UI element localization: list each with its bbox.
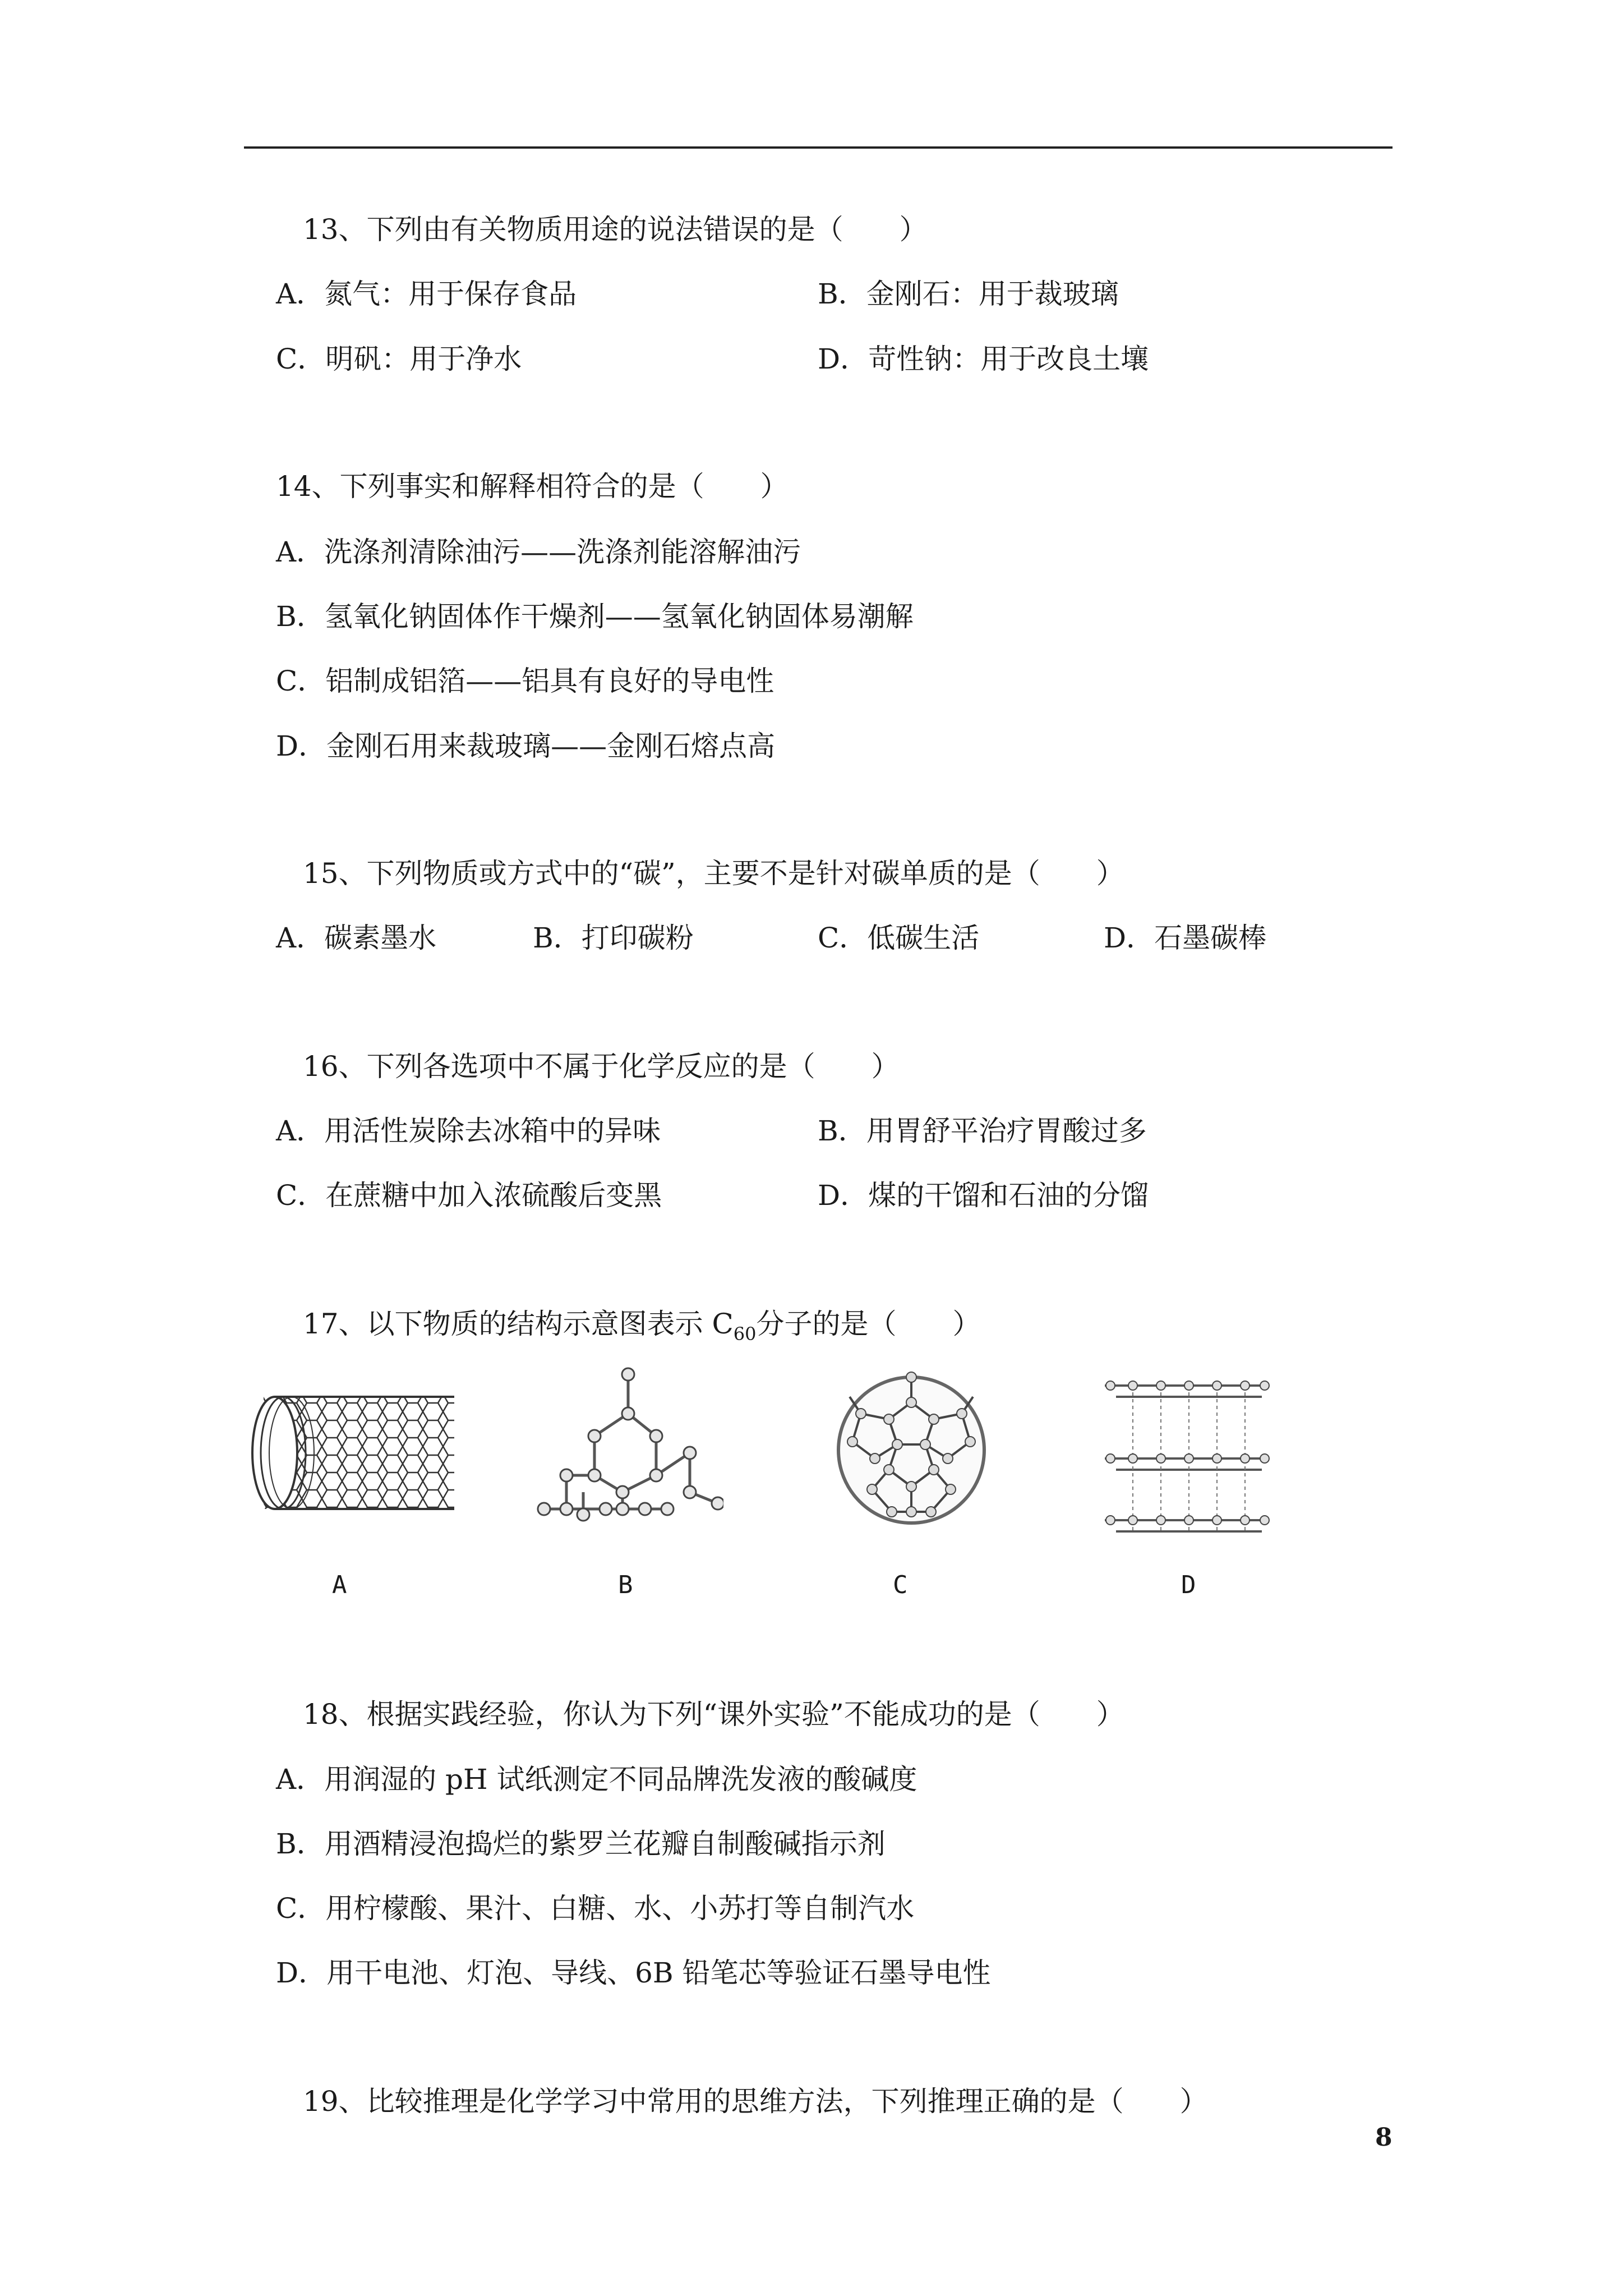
q13-option-a: A．氮气：用于保存食品 bbox=[276, 278, 577, 310]
q14-stem: 14、下列事实和解释相符合的是（ ） bbox=[276, 470, 789, 503]
q13-option-d: D．苛性钠：用于改良土壤 bbox=[818, 343, 1149, 375]
q14-option-d: D．金刚石用来裁玻璃——金刚石熔点高 bbox=[276, 730, 776, 762]
figure-label-d: D bbox=[1181, 1571, 1196, 1599]
q16-option-b: B．用胃舒平治疗胃酸过多 bbox=[818, 1115, 1147, 1147]
q16-option-c: C．在蔗糖中加入浓硫酸后变黑 bbox=[276, 1179, 662, 1212]
q18-option-c: C．用柠檬酸、果汁、白糖、水、小苏打等自制汽水 bbox=[276, 1892, 915, 1925]
q17-stem-subscript: 60 bbox=[733, 1323, 757, 1345]
header-rule bbox=[244, 146, 1393, 149]
q14-option-b: B．氢氧化钠固体作干燥剂——氢氧化钠固体易潮解 bbox=[276, 600, 914, 633]
figure-label-a: A bbox=[332, 1571, 347, 1599]
q18-option-a: A．用润湿的 pH 试纸测定不同品牌洗发液的酸碱度 bbox=[276, 1763, 917, 1796]
q15-option-a: A．碳素墨水 bbox=[276, 922, 437, 954]
q15-option-b: B．打印碳粉 bbox=[533, 922, 694, 954]
q17-stem bbox=[303, 1307, 981, 1344]
q14-option-c: C．铝制成铝箔——铝具有良好的导电性 bbox=[276, 665, 774, 697]
q16-option-a: A．用活性炭除去冰箱中的异味 bbox=[276, 1115, 661, 1147]
q14-option-a: A．洗涤剂清除油污——洗涤剂能溶解油污 bbox=[276, 536, 801, 568]
q13-option-b: B．金刚石：用于裁玻璃 bbox=[818, 278, 1119, 310]
q17-stem-pre: 17、以下物质的结构示意图表示 C bbox=[303, 1308, 734, 1340]
q16-stem: 16、下列各选项中不属于化学反应的是（ ） bbox=[303, 1050, 900, 1083]
q18-stem: 18、根据实践经验，你认为下列“课外实验”不能成功的是（ ） bbox=[303, 1698, 1124, 1731]
q13-stem: 13、下列由有关物质用途的说法错误的是（ ） bbox=[303, 213, 928, 246]
q13-option-c: C．明矾：用于净水 bbox=[276, 343, 522, 375]
figure-label-b: B bbox=[618, 1571, 633, 1599]
page-number: 8 bbox=[1375, 2123, 1393, 2152]
graphite-structure-figure bbox=[1099, 1374, 1273, 1543]
diamond-structure-figure bbox=[533, 1363, 723, 1526]
nanotube-figure bbox=[241, 1386, 465, 1520]
q18-option-b: B．用酒精浸泡捣烂的紫罗兰花瓣自制酸碱指示剂 bbox=[276, 1828, 886, 1860]
c60-fullerene-figure bbox=[830, 1369, 993, 1531]
q15-stem: 15、下列物质或方式中的“碳”，主要不是针对碳单质的是（ ） bbox=[303, 857, 1124, 890]
figure-label-c: C bbox=[893, 1571, 908, 1599]
q18-option-d: D．用干电池、灯泡、导线、6B 铅笔芯等验证石墨导电性 bbox=[276, 1957, 991, 1989]
q17-stem-post: 分子的是（ ） bbox=[756, 1308, 981, 1340]
q15-option-c: C．低碳生活 bbox=[818, 922, 980, 954]
q15-option-d: D．石墨碳棒 bbox=[1104, 922, 1267, 954]
q19-stem: 19、比较推理是化学学习中常用的思维方法，下列推理正确的是（ ） bbox=[303, 2085, 1208, 2118]
q16-option-d: D．煤的干馏和石油的分馏 bbox=[818, 1179, 1149, 1212]
